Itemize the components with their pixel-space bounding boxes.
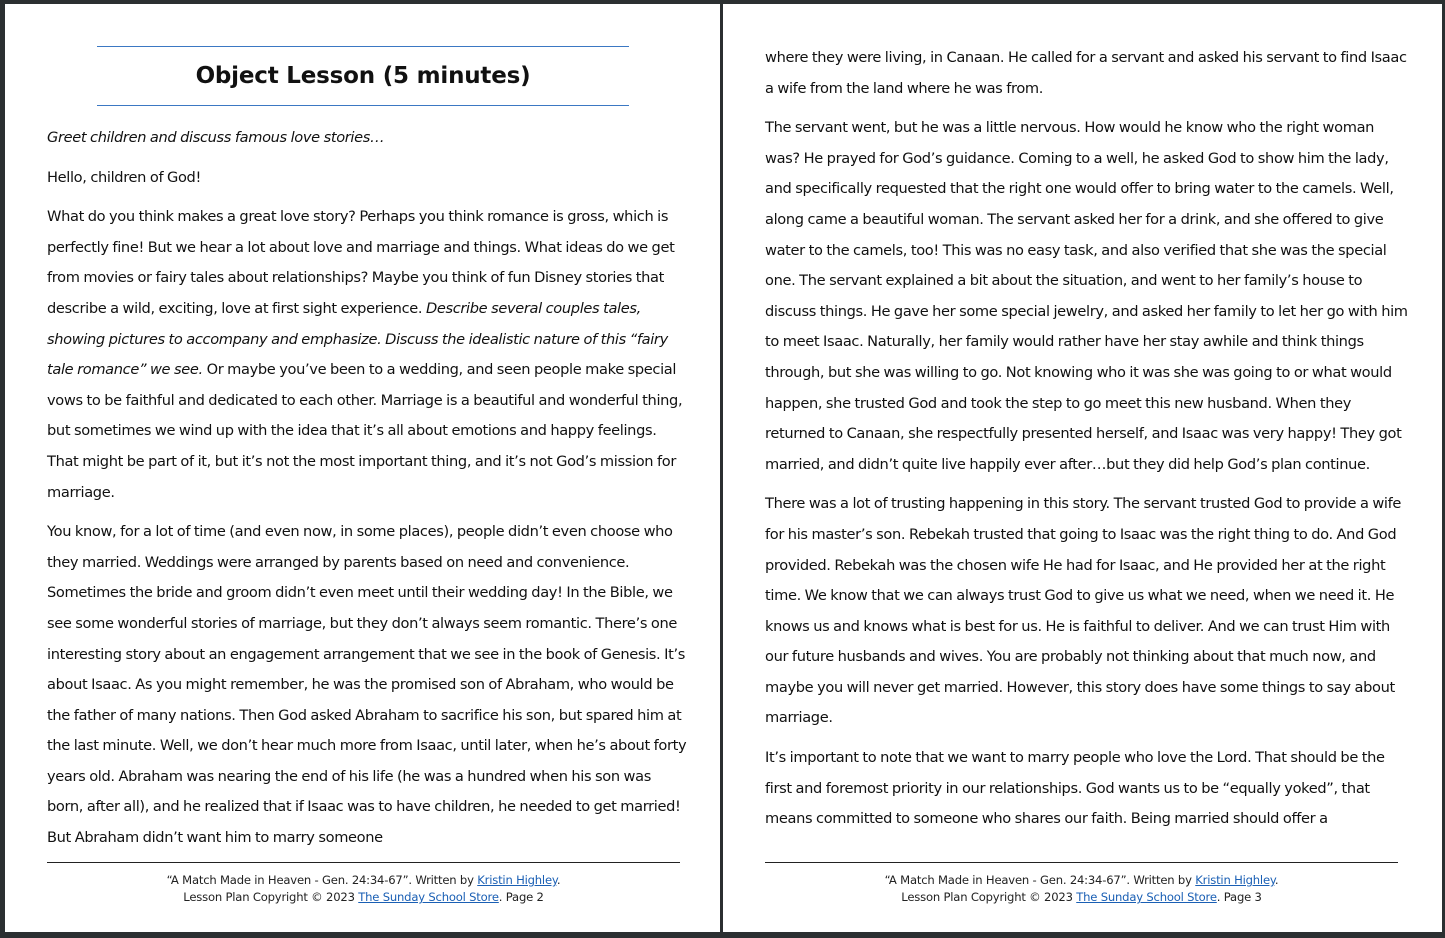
right-page-body — [765, 43, 1410, 835]
section-heading-block — [97, 46, 629, 106]
love-story-paragraph: What do you think makes a great love story? Perhaps you think romance is gross, which is perfectly fine! But we hear a lot about love and marriage and things. What ideas do we get from movies or fairy tales about relationships? Maybe you think of fun Disney stories that describe a wild, exciting, love at first sight experience. Describe several couples tales, showing pictures to accompany and emphasize. Discuss the idealistic nature of this “fairy tale romance” we see. Or maybe you’ve been to a wedding, and seen people make special vows to be faithful and dedicated to each other. Marriage is a beautiful and wonderful thing, but sometimes we wind up with the idea that it’s all about emotions and happy feelings. That might be part of it, but it’s not the most important thing, and it’s not God’s mission for marriage. — [47, 208, 683, 501]
footer-line-1: “A Match Made in Heaven - Gen. 24:34-67”. Written by Kristin Highley. — [884, 873, 1279, 887]
store-link[interactable]: The Sunday School Store — [1076, 890, 1217, 904]
trust-paragraph: There was a lot of trusting happening in this story. The servant trusted God to provide a wife for his master’s son. Rebekah trusted that going to Isaac was the right thing to do. And God provided. Rebekah was the chosen wife He had for Isaac, and He provided her at the right time. We know that we can always trust God to give us what we need, when we need it. He knows us and knows what is best for us. He is faithful to deliver. And we can trust Him with our future husbands and wives. You are probably not thinking about that much now, and maybe you will never get married. However, this story does have some things to say about marriage. — [765, 495, 1402, 727]
footer-line-2: Lesson Plan Copyright © 2023 The Sunday School Store. Page 3 — [901, 890, 1262, 904]
priority-paragraph: It’s important to note that we want to marry people who love the Lord. That should be the first and foremost priority in our relationships. God wants us to be “equally yoked”, that means committed to someone who shares our faith. Being married should offer a — [765, 749, 1385, 828]
footer-line-1: “A Match Made in Heaven - Gen. 24:34-67”. Written by Kristin Highley. — [166, 873, 561, 887]
author-link[interactable]: Kristin Highley — [1195, 873, 1275, 887]
page-2 — [5, 4, 720, 932]
page-footer — [765, 862, 1398, 906]
instruction-text: Describe several couples tales, showing pictures to accompany and emphasize. Discuss the idealistic nature of this “fairy tale romance” we see. — [47, 299, 668, 379]
story-paragraph: The servant went, but he was a little nervous. How would he know who the right woman was? He prayed for God’s guidance. Coming to a well, he asked God to show him the lady, and specifically requested that the right one would offer to bring water to the camels. Well, along came a beautiful woman. The servant asked her for a drink, and she offered to give water to the camels, too! This was no easy task, and also verified that she was the special one. The servant explained a bit about the situation, and went to her family’s house to discuss things. He gave her some special jewelry, and asked her family to let her go with him to meet Isaac. Naturally, her family would rather have her stay awhile and think things through, but she was willing to go. Not knowing who it was she was going to or what would happen, she trusted God and took the step to go meet this new husband. When they returned to Canaan, she respectfully presented herself, and Isaac was very happy! They got married, and didn’t quite live happily ever after…but they did help God’s plan continue. — [765, 119, 1408, 473]
greeting-paragraph: Hello, children of God! — [47, 168, 201, 186]
page-footer — [47, 862, 680, 906]
author-link[interactable]: Kristin Highley — [477, 873, 557, 887]
story-paragraph: where they were living, in Canaan. He called for a servant and asked his servant to find Isaac a wife from the land where he was from. — [765, 49, 1407, 97]
left-page-body — [47, 123, 687, 854]
footer-line-2: Lesson Plan Copyright © 2023 The Sunday School Store. Page 2 — [183, 890, 544, 904]
instruction-text: Greet children and discuss famous love stories… — [47, 129, 385, 146]
page-3 — [723, 4, 1442, 932]
store-link[interactable]: The Sunday School Store — [358, 890, 499, 904]
arranged-marriage-paragraph: You know, for a lot of time (and even now, in some places), people didn’t even choose who they married. Weddings were arranged by parents based on need and convenience. Sometimes the bride and groom didn’t even meet until their wedding day! In the Bible, we see some wonderful stories of marriage, but they don’t always seem romantic. There’s one interesting story about an engagement arrangement that we see in the book of Genesis. It’s about Isaac. As you might remember, he was the promised son of Abraham, who would be the father of many nations. Then God asked Abraham to sacrifice his son, but spared him at the last minute. Well, we don’t hear much more from Isaac, until later, when he’s about forty years old. Abraham was nearing the end of his life (he was a hundred when his son was born, after all), and he realized that if Isaac was to have children, he needed to get married! But Abraham didn’t want him to marry someone — [47, 523, 687, 847]
section-title: Object Lesson (5 minutes) — [195, 63, 531, 89]
